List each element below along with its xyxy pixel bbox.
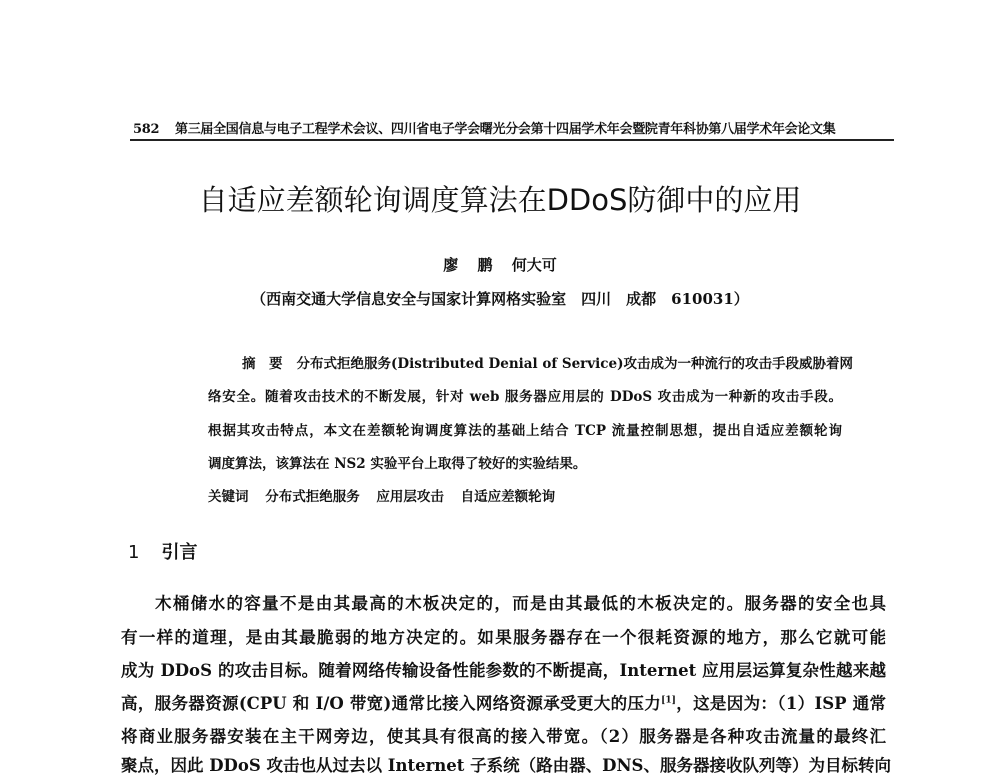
body-line: 木桶储水的容量不是由其最高的木板决定的，而是由其最低的木板决定的。服务器的安全也具 bbox=[155, 594, 886, 613]
page-number: 582 bbox=[133, 122, 160, 137]
abstract-line: 络安全。随着攻击技术的不断发展，针对 web 服务器应用层的 DDoS 攻击成为一种新的攻击手段。 bbox=[208, 389, 842, 405]
abstract-line: 根据其攻击特点，本文在差额轮询调度算法的基础上结合 TCP 流量控制思想，提出自适应差额轮询 bbox=[208, 423, 842, 439]
keyword: 分布式拒绝服务 bbox=[265, 489, 360, 505]
abstract-label: 摘 要 bbox=[242, 356, 283, 372]
keywords bbox=[208, 485, 555, 505]
running-header bbox=[133, 118, 893, 137]
paper-title: 自适应差额轮询调度算法在DDoS防御中的应用 bbox=[198, 183, 802, 217]
keyword: 自适应差额轮询 bbox=[460, 489, 556, 505]
body-line: 将商业服务器安装在主干网旁边，使其具有很高的接入带宽。（2）服务器是各种攻击流量的最终汇 bbox=[121, 727, 886, 746]
header-rule bbox=[130, 139, 894, 141]
body-line: 聚点，因此 DDoS 攻击也从过去以 Internet 子系统（路由器、DNS、服务器接收队列等）为目标转向 bbox=[121, 756, 891, 775]
section-number: 1 bbox=[128, 542, 140, 563]
authors: 廖 鹏 何大可 bbox=[443, 256, 557, 274]
abstract-line: 摘 要 分布式拒绝服务(Distributed Denial of Service)攻击成为一种流行的攻击手段威胁着网 bbox=[242, 356, 853, 372]
affiliation: （西南交通大学信息安全与国家计算网格实验室 四川 成都 610031） bbox=[251, 290, 749, 308]
body-line: 高，服务器资源(CPU 和 I/O 带宽)通常比接入网络资源承受更大的压力[1]，这是因为：（1）ISP 通常 bbox=[121, 694, 886, 713]
abstract-line: 调度算法，该算法在 NS2 实验平台上取得了较好的实验结果。 bbox=[208, 456, 587, 472]
citation: [1] bbox=[661, 695, 676, 706]
section-heading bbox=[128, 538, 197, 564]
section-title: 引言 bbox=[161, 542, 198, 563]
proceedings-title: 第三届全国信息与电子工程学术会议、四川省电子学会曙光分会第十四届学术年会暨院青年科协第八届学术年会论文集 bbox=[175, 122, 836, 137]
body-line: 有一样的道理，是由其最脆弱的地方决定的。如果服务器存在一个很耗资源的地方，那么它就可能 bbox=[121, 628, 886, 647]
keywords-label: 关键词 bbox=[208, 489, 249, 505]
body-line: 成为 DDoS 的攻击目标。随着网络传输设备性能参数的不断提高，Internet 应用层运算复杂性越来越 bbox=[121, 661, 886, 680]
keyword: 应用层攻击 bbox=[376, 489, 444, 505]
